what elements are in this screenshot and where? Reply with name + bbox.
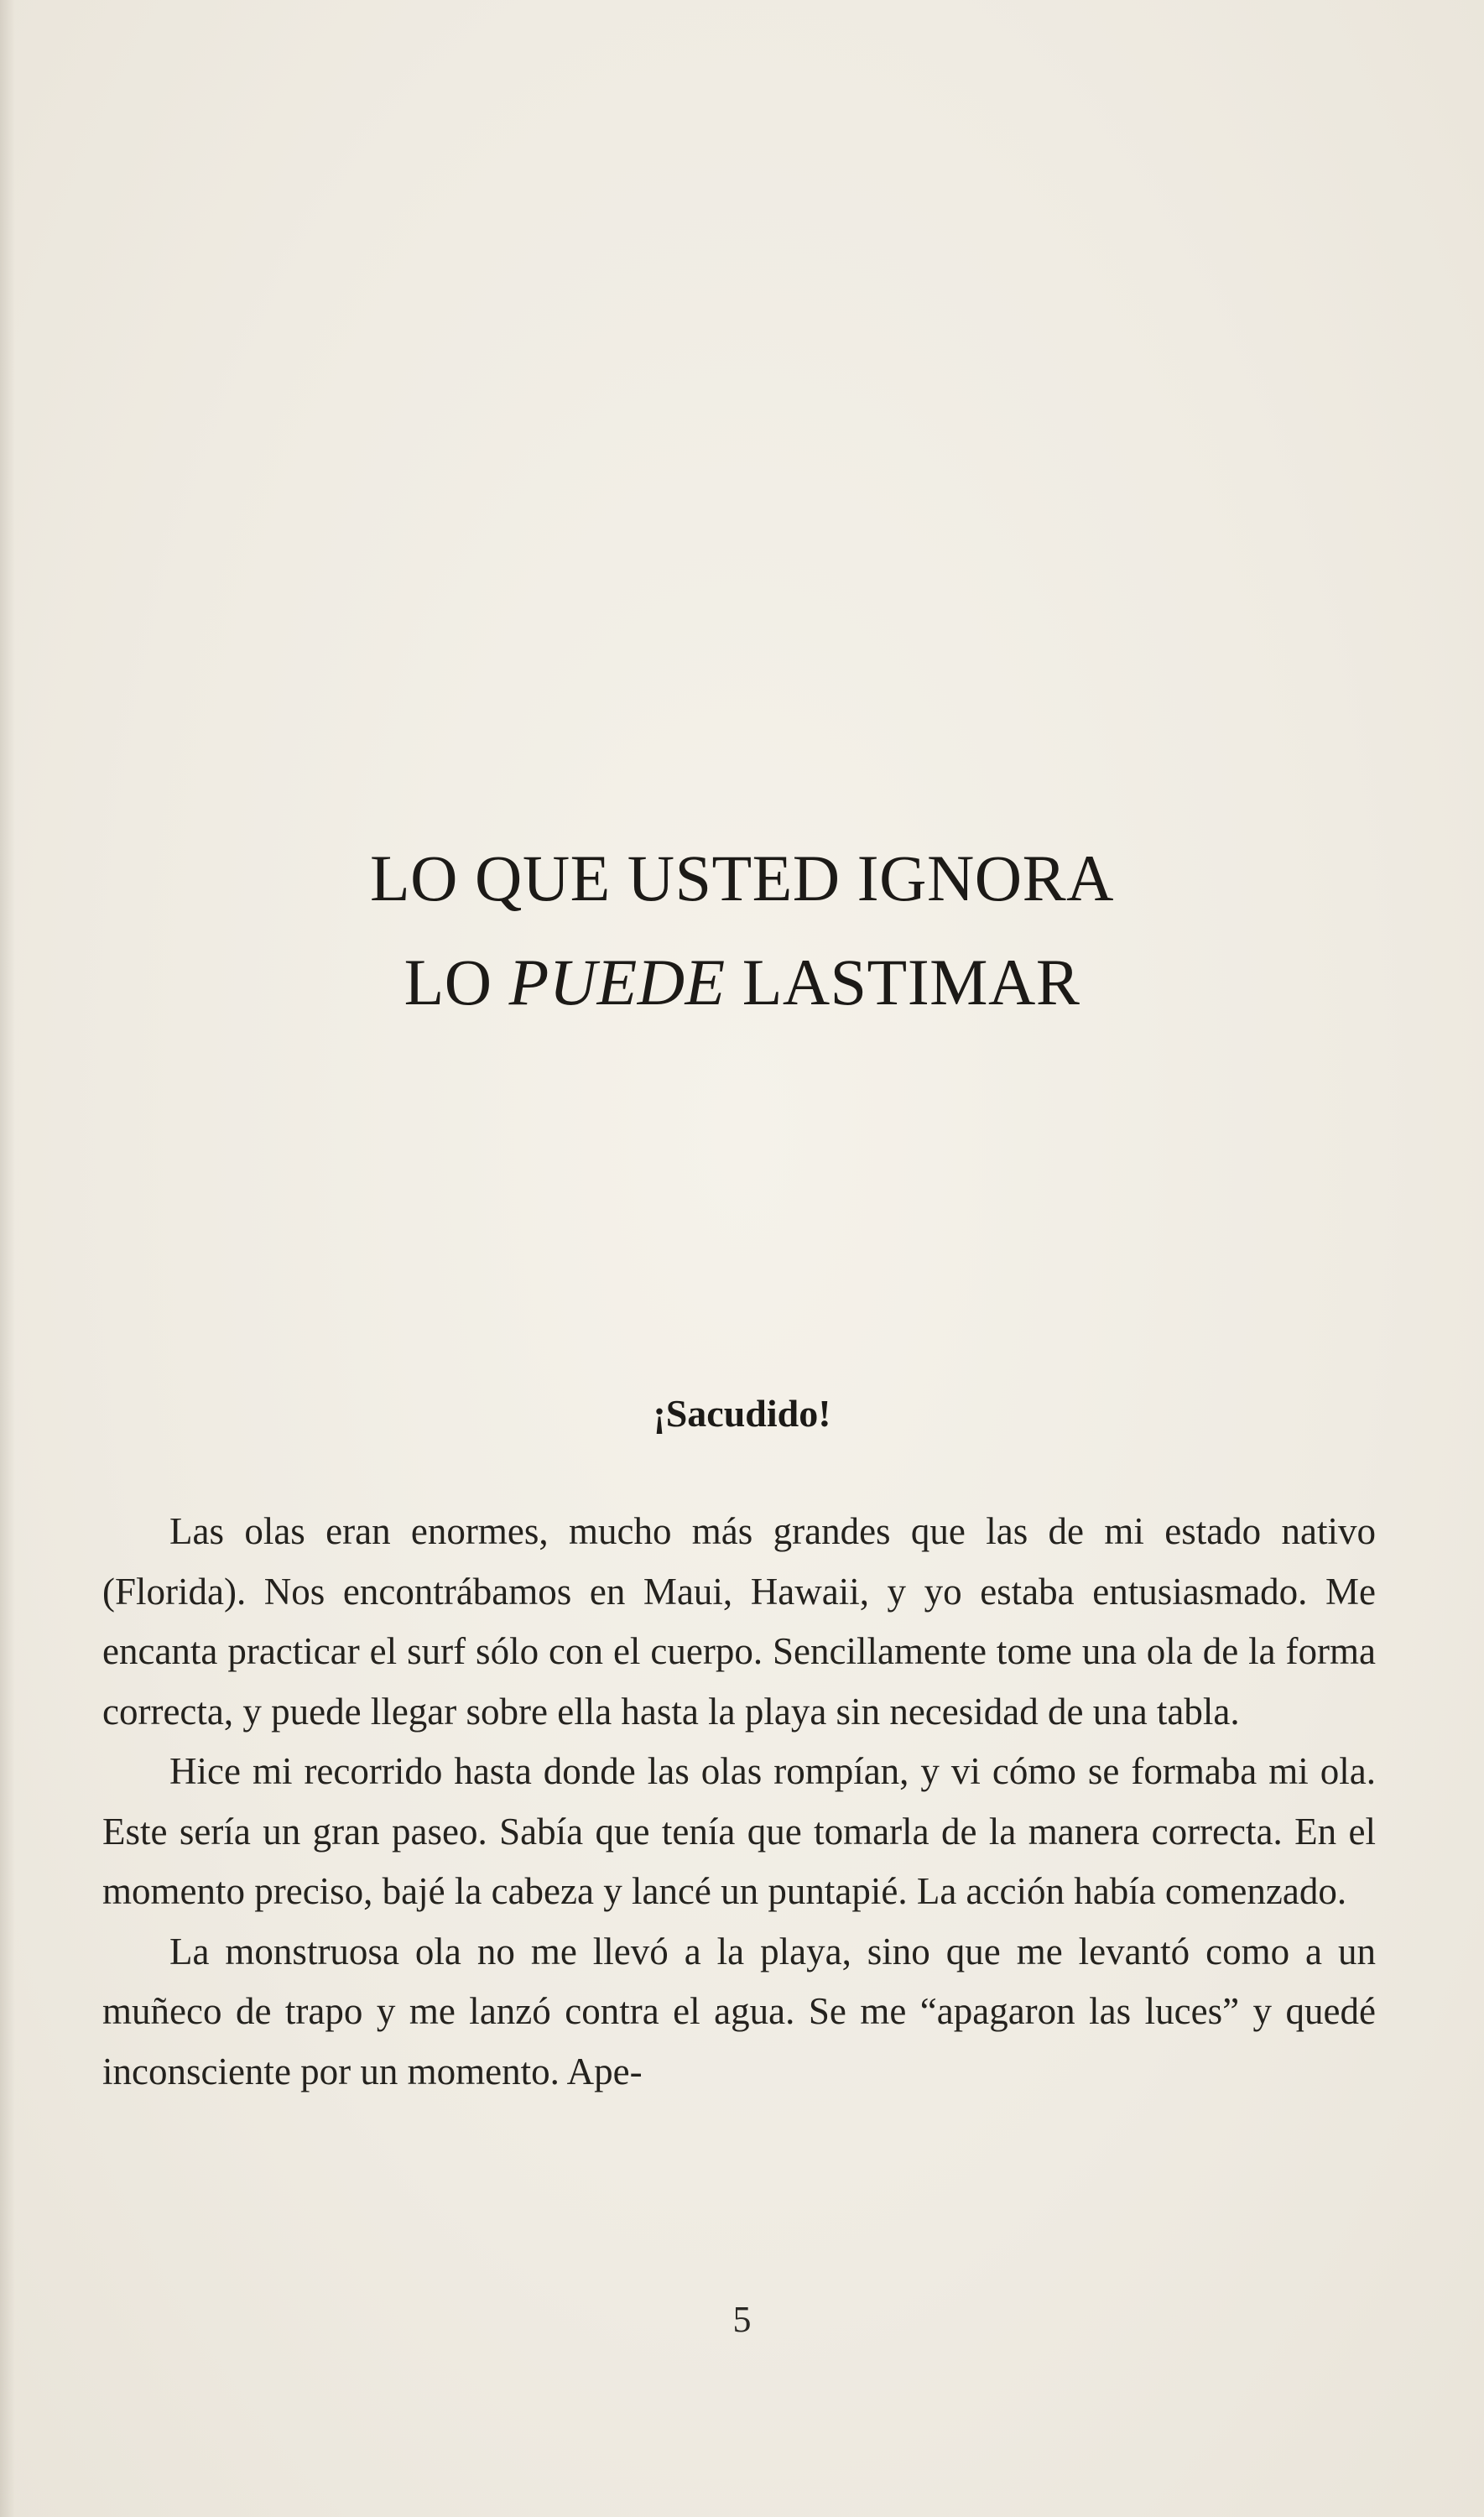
paragraph-3: La monstruosa ola no me llevó a la playa, sino que me levantó como a un muñeco de trapo y me lanzó contra el agua. Se me “apagaron las luces” y quedé inconsciente por un momento. Ape- — [102, 1930, 1376, 2092]
chapter-title-line-2 — [0, 930, 1484, 1034]
chapter-title — [0, 826, 1484, 1034]
paragraph-1: Las olas eran enormes, mucho más grandes que las de mi estado nativo (Florida). Nos encontrábamos en Maui, Hawaii, y yo estaba entusiasmado. Me encanta practicar el surf sólo con el cuerpo. Sencillamente tome una ola de la forma correcta, y puede llegar sobre ella hasta la playa sin necesidad de una tabla. — [102, 1510, 1376, 1733]
binding-shadow — [0, 0, 15, 2517]
paragraph-2: Hice mi recorrido hasta donde las olas rompían, y vi cómo se formaba mi ola. Este sería un gran paseo. Sabía que tenía que tomarla de la manera correcta. En el momento preciso, bajé la cabeza y lancé un puntapié. La acción había comenzado. — [102, 1750, 1376, 1912]
chapter-title-line-2-pre: LO — [404, 946, 509, 1019]
chapter-title-emphasis: PUEDE — [508, 946, 726, 1019]
chapter-title-line-1: LO QUE USTED IGNORA — [370, 842, 1114, 915]
page-number: 5 — [732, 2299, 752, 2340]
section-heading: ¡Sacudido! — [653, 1392, 831, 1435]
body-text — [102, 1502, 1376, 2102]
chapter-title-line-2-post: LASTIMAR — [725, 946, 1080, 1019]
